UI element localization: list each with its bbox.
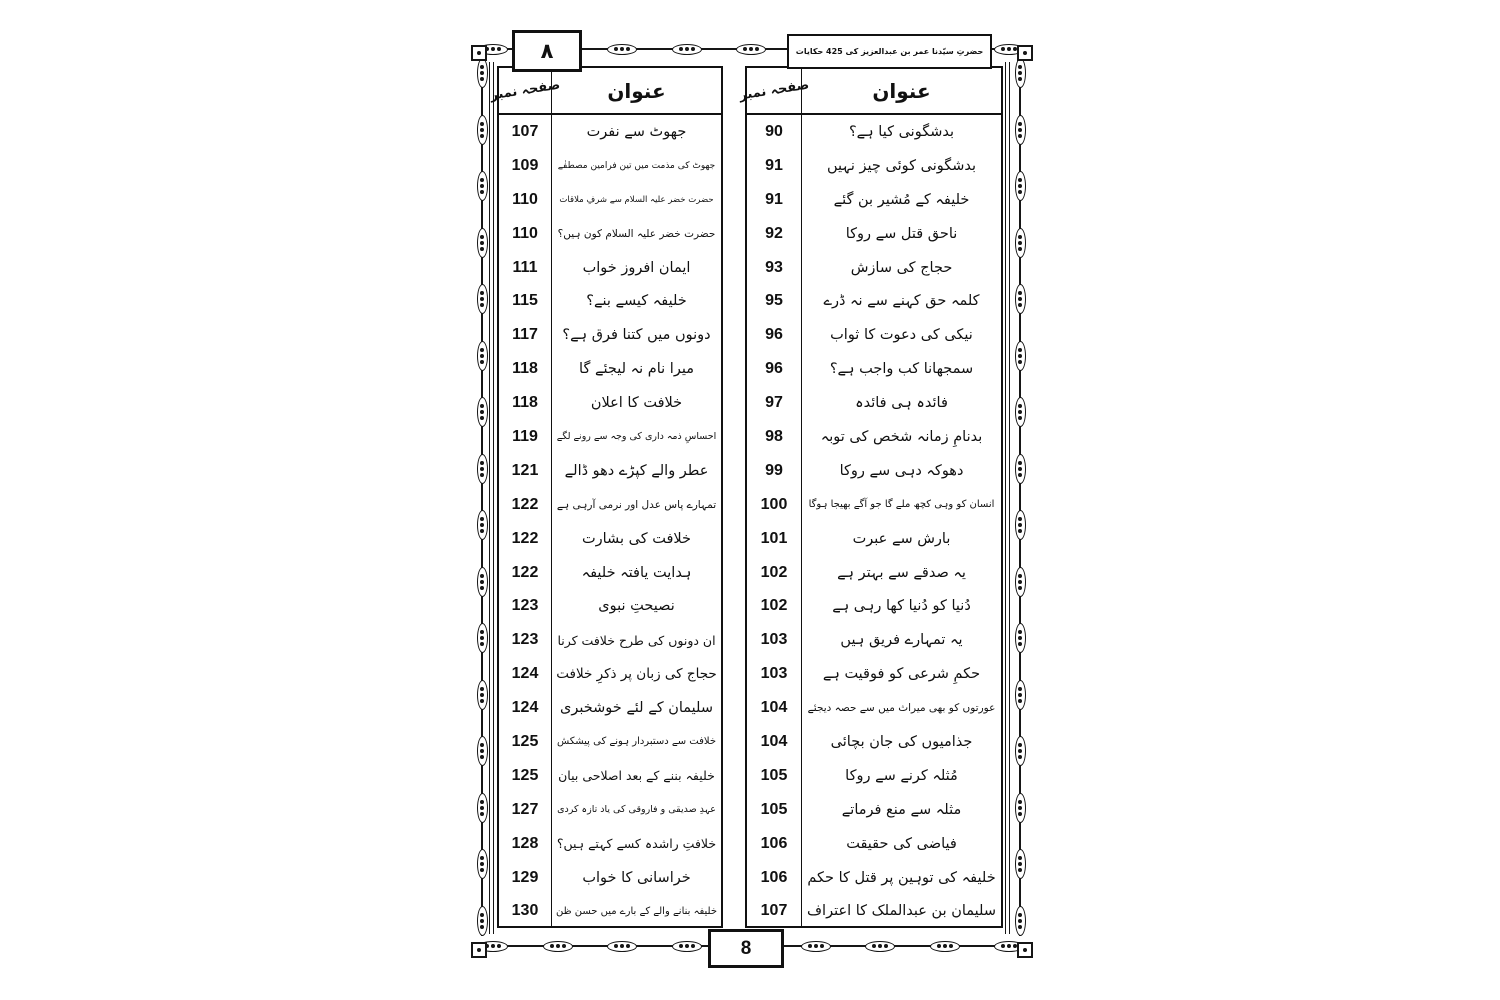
toc-row: [747, 827, 1001, 861]
page-number-cell: 124: [499, 691, 552, 725]
toc-row: [747, 183, 1001, 217]
toc-row: [499, 183, 721, 217]
toc-row: [747, 318, 1001, 352]
toc-row: [747, 759, 1001, 793]
chain-ornament-icon: [1015, 793, 1026, 823]
title-cell: فائدہ ہی فائدہ: [855, 395, 948, 412]
column-header-title: [552, 68, 721, 113]
title-cell: بارش سے عبرت: [852, 530, 951, 547]
toc-row: [747, 352, 1001, 386]
chain-ornament-icon: [1015, 171, 1026, 201]
column-header-page-number: [489, 68, 561, 113]
page-number-cell: 106: [747, 827, 802, 861]
page-number-cell: 95: [747, 284, 802, 318]
title-cell: خلافت کا اعلان: [590, 395, 683, 412]
chain-ornament-icon: [736, 44, 766, 55]
chain-ornament-icon: [1015, 736, 1026, 766]
chain-ornament-icon: [1015, 454, 1026, 484]
page-number-cell: 92: [747, 217, 802, 251]
toc-row: [747, 589, 1001, 623]
title-cell: ناحق قتل سے روکا: [845, 225, 958, 242]
title-cell: بدشگونی کیا ہے؟: [848, 123, 955, 140]
corner-page-number: ۸: [540, 39, 554, 63]
title-cell: دونوں میں کتنا فرق ہے؟: [562, 327, 711, 344]
page-number-cell: 119: [499, 420, 552, 454]
title-cell: خلافتِ راشدہ کسے کہتے ہیں؟: [556, 836, 717, 852]
title-cell: خلیفہ بننے کے بعد اصلاحی بیان: [558, 768, 715, 784]
page-number-cell: 98: [747, 420, 802, 454]
page-number-cell: 122: [499, 556, 552, 590]
title-cell: حکمِ شرعی کو فوقیت ہے: [822, 666, 981, 683]
chain-ornament-icon: [1015, 115, 1026, 145]
toc-row: [499, 556, 721, 590]
title-cell: یہ تمہارے فریق ہیں: [840, 632, 963, 649]
title-cell: بدشگونی کوئی چیز نہیں: [826, 157, 977, 174]
chain-ornament-icon: [477, 58, 488, 88]
title-cell: خلیفہ کے مُشیر بن گئے: [833, 191, 970, 208]
toc-table-left: [489, 66, 723, 928]
page-number-cell: 115: [499, 284, 552, 318]
toc-row: [499, 352, 721, 386]
chain-ornament-icon: [477, 284, 488, 314]
page-number-cell: 109: [499, 149, 552, 183]
toc-row: [499, 115, 721, 149]
page-number-cell: 96: [747, 352, 802, 386]
page-number-cell: 105: [747, 759, 802, 793]
chain-ornament-icon: [607, 44, 637, 55]
chain-ornament-icon: [1015, 680, 1026, 710]
title-cell: مثلہ سے منع فرماتے: [841, 801, 962, 818]
page-number-cell: 91: [747, 149, 802, 183]
book-title-box: [787, 34, 992, 69]
page-number-cell: 123: [499, 589, 552, 623]
toc-row: [499, 725, 721, 759]
chain-ornament-icon: [1015, 906, 1026, 936]
page-number-cell: 99: [747, 454, 802, 488]
toc-row: [499, 251, 721, 285]
column-header-page-number-label: صفحہ نمبر: [738, 77, 810, 104]
toc-row: [499, 827, 721, 861]
column-header-title-label: عنوان: [607, 78, 666, 103]
title-cell: عطر والے کپڑے دھو ڈالے: [564, 462, 709, 479]
chain-ornament-icon: [477, 849, 488, 879]
toc-row: [747, 420, 1001, 454]
chain-ornament-icon: [477, 397, 488, 427]
page-number-cell: 107: [499, 115, 552, 149]
chain-ornament-icon: [1015, 567, 1026, 597]
toc-row: [499, 657, 721, 691]
page-number-cell: 105: [747, 793, 802, 827]
chain-ornament-icon: [477, 906, 488, 936]
column-header-title: [802, 68, 1001, 113]
toc-row: [747, 861, 1001, 895]
chain-ornament-icon: [1015, 849, 1026, 879]
title-cell: ایمان افروز خواب: [582, 259, 691, 276]
title-cell: انسان کو وہی کچھ ملے گا جو آگے بھیجا ہوگا: [808, 499, 995, 511]
page-number-cell: 122: [499, 522, 552, 556]
title-cell: سمجھانا کب واجب ہے؟: [829, 361, 974, 378]
table-header-row: [738, 68, 1001, 115]
toc-row: [499, 589, 721, 623]
title-cell: حضرت خضر علیہ السلام سے شرفِ ملاقات: [559, 195, 714, 206]
page-number-cell: 118: [499, 352, 552, 386]
toc-row: [499, 623, 721, 657]
page-number-cell: 103: [747, 623, 802, 657]
chain-ornament-icon: [607, 941, 637, 952]
toc-row: [499, 522, 721, 556]
chain-ornament-icon: [672, 44, 702, 55]
page-number-cell: 100: [747, 488, 802, 522]
toc-row: [499, 149, 721, 183]
chain-ornament-icon: [930, 941, 960, 952]
page-number-cell: 129: [499, 861, 552, 895]
page-number-cell: 123: [499, 623, 552, 657]
page-number-cell: 104: [747, 691, 802, 725]
toc-row: [747, 623, 1001, 657]
title-cell: خلیفہ کی توہین پر قتل کا حکم: [807, 869, 996, 886]
title-cell: حجاج کی زبان پر ذکرِ خلافت: [556, 666, 717, 683]
page-number-cell: 130: [499, 894, 552, 928]
page-number-cell: 104: [747, 725, 802, 759]
toc-row: [747, 115, 1001, 149]
chain-ornament-icon: [1015, 341, 1026, 371]
page-number-cell: 102: [747, 589, 802, 623]
table-header-row: [489, 68, 721, 115]
corner-page-number-box: [512, 30, 582, 72]
title-cell: خلیفہ بنانے والے کے بارے میں حسن ظن: [555, 905, 718, 917]
page-number-cell: 93: [747, 251, 802, 285]
toc-row: [499, 691, 721, 725]
ornament-border-right: [1012, 58, 1028, 936]
toc-row: [747, 149, 1001, 183]
toc-row: [747, 657, 1001, 691]
page-number-cell: 122: [499, 488, 552, 522]
title-cell: احساسِ ذمہ داری کی وجہ سے رونے لگے: [556, 431, 717, 443]
chain-ornament-icon: [477, 454, 488, 484]
title-cell: عہدِ صدیقی و فاروقی کی یاد تازہ کردی: [557, 804, 716, 816]
title-cell: فیاضی کی حقیقت: [846, 835, 957, 852]
title-cell: یہ صدقے سے بہتر ہے: [837, 564, 966, 581]
chain-ornament-icon: [477, 115, 488, 145]
chain-ornament-icon: [477, 341, 488, 371]
title-cell: سلیمان بن عبدالملک کا اعتراف: [807, 903, 996, 920]
title-cell: جھوٹ کی مذمت میں تین فرامین مصطفٰے: [557, 160, 716, 171]
column-header-title-label: عنوان: [872, 78, 931, 103]
page-number-cell: 110: [499, 217, 552, 251]
title-cell: خلافت سے دستبردار ہونے کی پیشکش: [556, 736, 717, 748]
chain-ornament-icon: [477, 736, 488, 766]
toc-row: [747, 454, 1001, 488]
title-cell: ہدایت یافتہ خلیفہ: [581, 564, 692, 581]
toc-row: [747, 793, 1001, 827]
toc-table-right: [738, 66, 1003, 928]
chain-ornament-icon: [1015, 510, 1026, 540]
chain-ornament-icon: [1015, 397, 1026, 427]
chain-ornament-icon: [1015, 284, 1026, 314]
toc-row: [499, 386, 721, 420]
column-header-page-number: [738, 68, 810, 113]
toc-row: [747, 556, 1001, 590]
toc-row: [499, 861, 721, 895]
page-number-cell: 107: [747, 894, 802, 928]
chain-ornament-icon: [477, 793, 488, 823]
toc-row: [747, 386, 1001, 420]
toc-row: [747, 284, 1001, 318]
chain-ornament-icon: [477, 171, 488, 201]
title-cell: خلیفہ کیسے بنے؟: [586, 293, 687, 310]
page-number-cell: 125: [499, 725, 552, 759]
title-cell: خلافت کی بشارت: [581, 530, 692, 547]
page-number-cell: 90: [747, 115, 802, 149]
title-cell: خراسانی کا خواب: [582, 869, 691, 886]
title-cell: کلمہ حق کہنے سے نہ ڈرے: [823, 293, 980, 310]
title-cell: مُثلہ کرنے سے روکا: [845, 767, 958, 784]
title-cell: سلیمان کے لئے خوشخبری: [560, 700, 713, 717]
book-title: حضرتِ سیّدنا عمر بن عبدالعزیز کی 425 حکایات: [795, 47, 984, 56]
column-header-page-number-label: صفحہ نمبر: [489, 77, 561, 104]
title-cell: دُنیا کو دُنیا کھا رہی ہے: [832, 598, 971, 615]
title-cell: حجاج کی سازش: [850, 259, 953, 276]
toc-row: [747, 691, 1001, 725]
page-number-cell: 96: [747, 318, 802, 352]
page-number-cell: 101: [747, 522, 802, 556]
toc-row: [747, 522, 1001, 556]
footer-page-number: 8: [740, 937, 752, 959]
page-number-cell: 127: [499, 793, 552, 827]
page-number-cell: 128: [499, 827, 552, 861]
chain-ornament-icon: [543, 941, 573, 952]
page-number-cell: 110: [499, 183, 552, 217]
toc-row: [747, 725, 1001, 759]
page-number-cell: 125: [499, 759, 552, 793]
chain-ornament-icon: [477, 567, 488, 597]
title-cell: دھوکہ دہی سے روکا: [839, 462, 964, 479]
page-number-cell: 121: [499, 454, 552, 488]
page-number-cell: 103: [747, 657, 802, 691]
toc-row: [747, 488, 1001, 522]
title-cell: عورتوں کو بھی میراث میں سے حصہ دیجئے: [807, 702, 996, 715]
inner-rule-left: [489, 62, 494, 934]
toc-row: [747, 894, 1001, 928]
title-cell: جھوٹ سے نفرت: [586, 123, 687, 140]
chain-ornament-icon: [1015, 228, 1026, 258]
footer-page-number-box: [708, 929, 784, 968]
page-number-cell: 117: [499, 318, 552, 352]
chain-ornament-icon: [801, 941, 831, 952]
corner-ornament-icon: [1017, 942, 1033, 958]
toc-row: [499, 284, 721, 318]
toc-row: [499, 454, 721, 488]
toc-row: [499, 217, 721, 251]
page-number-cell: 124: [499, 657, 552, 691]
toc-row: [499, 318, 721, 352]
inner-rule-right: [1005, 62, 1010, 934]
page-number-cell: 111: [499, 251, 552, 285]
toc-row: [747, 251, 1001, 285]
chain-ornament-icon: [1015, 623, 1026, 653]
corner-ornament-icon: [471, 45, 487, 61]
corner-ornament-icon: [471, 942, 487, 958]
title-cell: نیکی کی دعوت کا ثواب: [830, 327, 973, 344]
toc-row: [499, 488, 721, 522]
ornament-border-left: [474, 58, 490, 936]
title-cell: تمہارے پاس عدل اور نرمی آرہی ہے: [556, 498, 717, 511]
title-cell: ان دونوں کی طرح خلافت کرنا: [557, 632, 716, 648]
toc-row: [499, 793, 721, 827]
title-cell: میرا نام نہ لیجئے گا: [579, 361, 694, 378]
page-number-cell: 97: [747, 386, 802, 420]
page-number-cell: 118: [499, 386, 552, 420]
corner-ornament-icon: [1017, 45, 1033, 61]
title-cell: بدنامِ زمانہ شخص کی توبہ: [820, 428, 983, 445]
toc-row: [747, 217, 1001, 251]
page-number-cell: 106: [747, 861, 802, 895]
chain-ornament-icon: [477, 623, 488, 653]
chain-ornament-icon: [477, 228, 488, 258]
toc-row: [499, 894, 721, 928]
chain-ornament-icon: [477, 510, 488, 540]
chain-ornament-icon: [865, 941, 895, 952]
title-cell: نصیحتِ نبوی: [598, 598, 675, 615]
title-cell: حضرت خضر علیہ السلام کون ہیں؟: [557, 227, 716, 240]
page-number-cell: 102: [747, 556, 802, 590]
title-cell: جذامیوں کی جان بچائی: [830, 733, 973, 750]
toc-row: [499, 420, 721, 454]
chain-ornament-icon: [672, 941, 702, 952]
toc-row: [499, 759, 721, 793]
page-number-cell: 91: [747, 183, 802, 217]
chain-ornament-icon: [477, 680, 488, 710]
chain-ornament-icon: [1015, 58, 1026, 88]
